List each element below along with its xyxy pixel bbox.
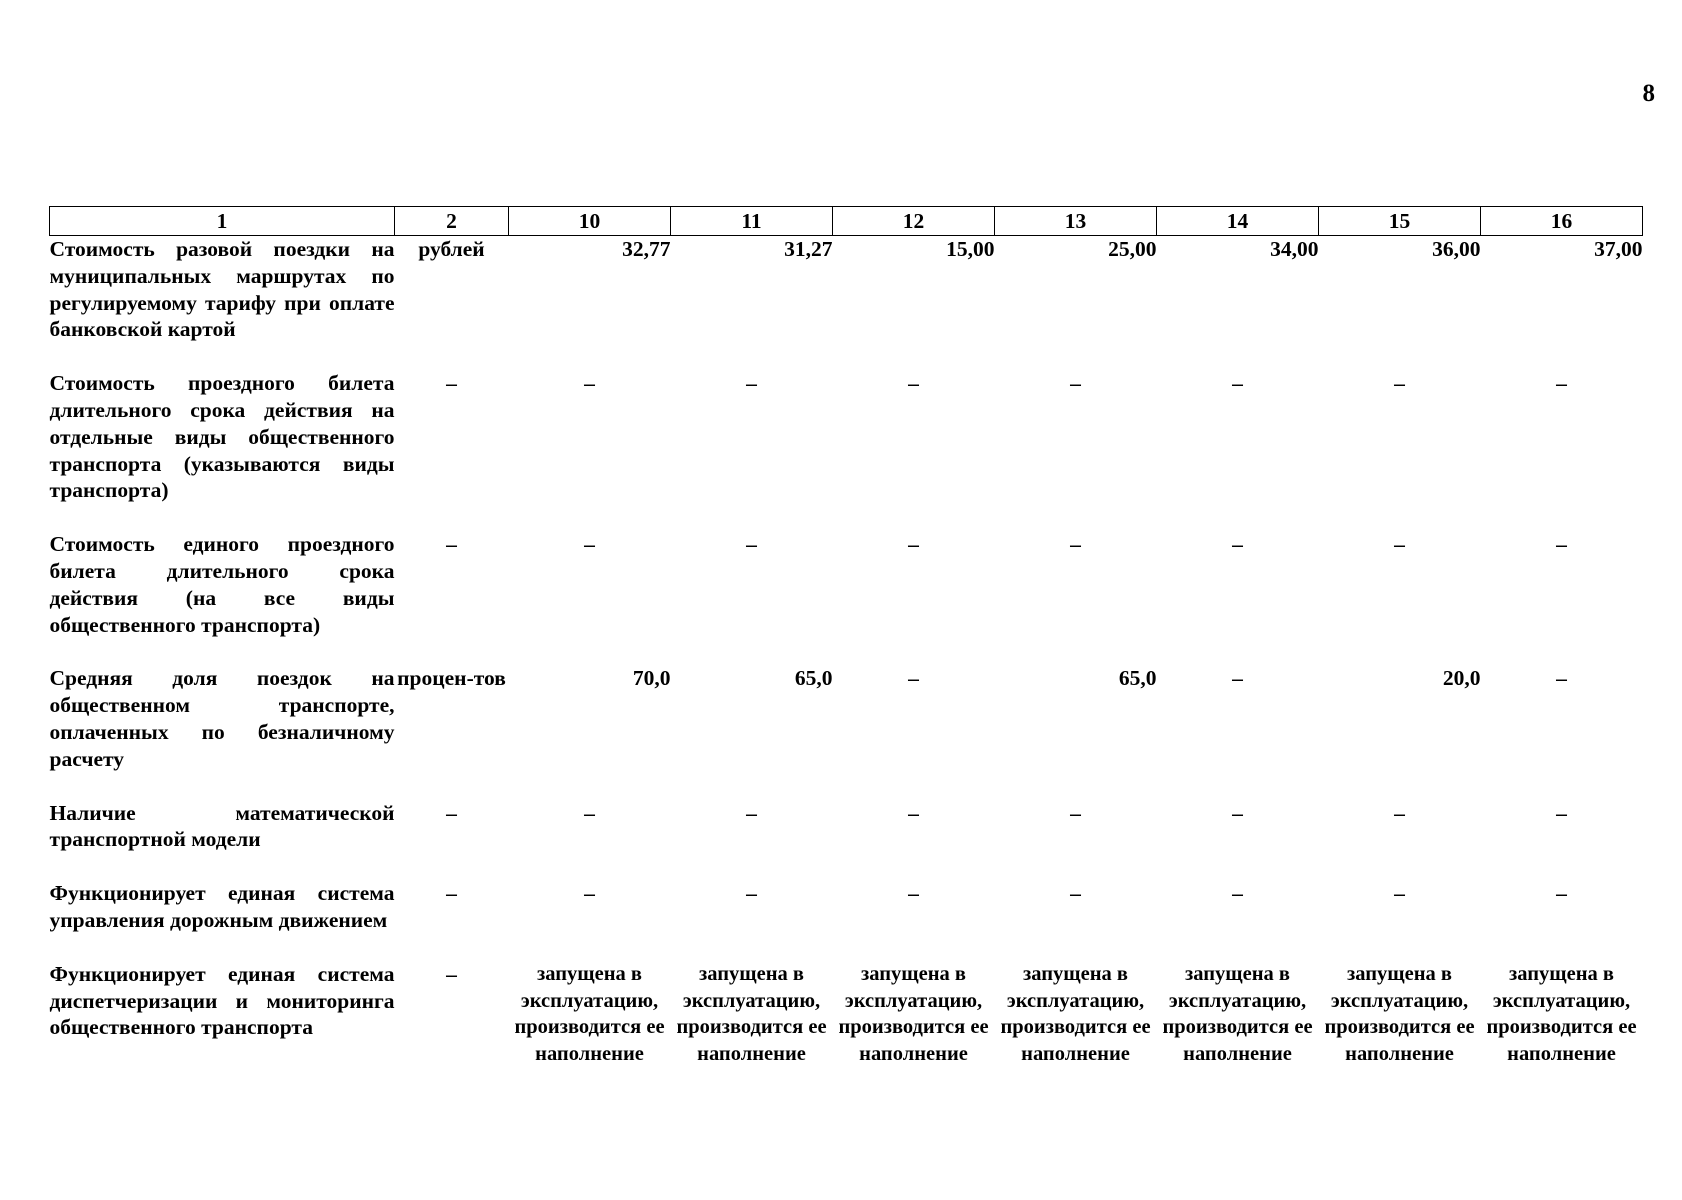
column-header: 16 xyxy=(1481,207,1643,236)
column-header: 10 xyxy=(509,207,671,236)
value-cell: – xyxy=(1232,881,1243,906)
value-cell: – xyxy=(1070,800,1081,825)
value-cell: – xyxy=(908,532,919,557)
value-cell: – xyxy=(1556,800,1567,825)
column-header: 15 xyxy=(1319,207,1481,236)
page-number: 8 xyxy=(1642,80,1655,107)
value-cell: – xyxy=(584,532,595,557)
indicator-name: Наличие математической транспортной модели xyxy=(49,800,395,852)
indicator-name: Функционирует единая система диспетчеризации и мониторинга общественного транспорта xyxy=(49,961,395,1040)
indicators-table xyxy=(49,206,1643,1068)
value-cell: – xyxy=(1556,532,1567,557)
value-cell: – xyxy=(1232,532,1243,557)
column-header: 14 xyxy=(1157,207,1319,236)
value-cell: – xyxy=(1394,532,1405,557)
value-cell: – xyxy=(1070,881,1081,906)
table-row xyxy=(50,531,1643,665)
table-row xyxy=(50,236,1643,371)
value-cell: – xyxy=(1556,371,1567,396)
unit-cell: – xyxy=(446,371,457,396)
value-cell: запущена в эксплуатацию, производится ее наполнение xyxy=(1000,962,1151,1066)
value-cell: – xyxy=(1394,800,1405,825)
value-cell: 25,00 xyxy=(1108,237,1157,261)
indicator-name: Функционирует единая система управления дорожным движением xyxy=(49,881,395,932)
unit-cell: – xyxy=(446,800,457,825)
value-cell: 65,0 xyxy=(794,666,833,691)
unit-cell: рублей xyxy=(418,237,485,261)
table-row xyxy=(50,370,1643,531)
value-cell: – xyxy=(908,800,919,825)
value-cell: 70,0 xyxy=(632,666,671,691)
value-cell: – xyxy=(1556,666,1567,691)
value-cell: – xyxy=(1232,371,1243,396)
value-cell: запущена в эксплуатацию, производится ее наполнение xyxy=(1486,962,1637,1066)
column-header: 2 xyxy=(395,207,509,236)
indicator-name: Стоимость единого проездного билета длительного срока действия (на все виды общественного транспорта) xyxy=(49,532,395,637)
value-cell: запущена в эксплуатацию, производится ее наполнение xyxy=(838,962,989,1066)
value-cell: 31,27 xyxy=(784,237,833,261)
column-header: 13 xyxy=(995,207,1157,236)
indicator-name: Стоимость разовой поездки на муниципальных маршрутах по регулируемому тарифу при оплате банковской картой xyxy=(49,237,395,342)
value-cell: 34,00 xyxy=(1270,237,1319,261)
value-cell: запущена в эксплуатацию, производится ее наполнение xyxy=(1324,962,1475,1066)
table-row xyxy=(50,665,1643,799)
value-cell: – xyxy=(1556,881,1567,906)
indicator-name: Стоимость проездного билета длительного срока действия на отдельные виды общественного транспорта (указываются виды транспорта) xyxy=(49,371,395,503)
table-row xyxy=(50,880,1643,961)
column-header: 11 xyxy=(671,207,833,236)
value-cell: – xyxy=(584,800,595,825)
value-cell: запущена в эксплуатацию, производится ее наполнение xyxy=(1162,962,1313,1066)
value-cell: 32,77 xyxy=(622,237,671,261)
value-cell: – xyxy=(1394,371,1405,396)
value-cell: запущена в эксплуатацию, производится ее наполнение xyxy=(676,962,827,1066)
value-cell: 37,00 xyxy=(1594,237,1643,261)
value-cell: запущена в эксплуатацию, производится ее наполнение xyxy=(514,962,665,1066)
unit-cell: – xyxy=(446,961,457,986)
value-cell: – xyxy=(746,532,757,557)
value-cell: – xyxy=(908,371,919,396)
indicator-name: Средняя доля поездок на общественном транспорте, оплаченных по безналичному расчету xyxy=(49,666,395,771)
unit-cell: – xyxy=(446,881,457,906)
value-cell: – xyxy=(584,371,595,396)
value-cell: – xyxy=(1232,666,1243,691)
value-cell: 36,00 xyxy=(1432,237,1481,261)
unit-cell: – xyxy=(446,532,457,557)
value-cell: – xyxy=(1070,532,1081,557)
value-cell: 20,0 xyxy=(1442,666,1481,691)
table-row xyxy=(50,961,1643,1068)
column-header: 12 xyxy=(833,207,995,236)
value-cell: – xyxy=(746,371,757,396)
unit-cell: процен-тов xyxy=(397,666,506,691)
value-cell: – xyxy=(746,881,757,906)
value-cell: – xyxy=(1394,881,1405,906)
value-cell: 65,0 xyxy=(1118,666,1157,691)
value-cell: – xyxy=(908,666,919,691)
column-header: 1 xyxy=(50,207,395,236)
table-row xyxy=(50,800,1643,881)
header-row xyxy=(50,207,1643,236)
value-cell: – xyxy=(1232,800,1243,825)
value-cell: – xyxy=(1070,371,1081,396)
value-cell: – xyxy=(908,881,919,906)
value-cell: 15,00 xyxy=(946,237,995,261)
value-cell: – xyxy=(746,800,757,825)
value-cell: – xyxy=(584,881,595,906)
